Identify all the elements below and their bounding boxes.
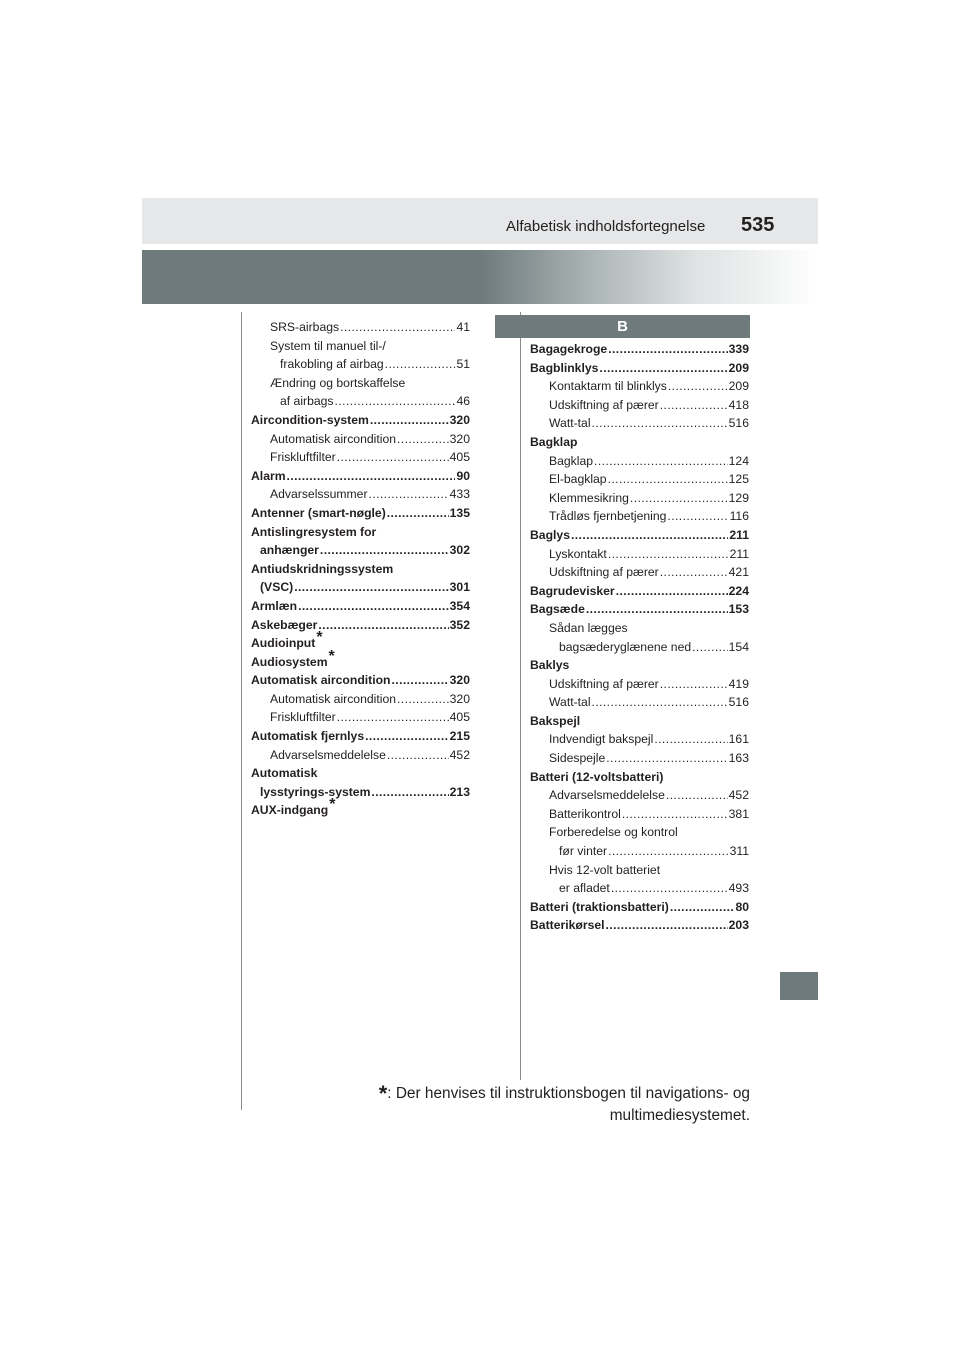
index-entry-text: Sidespejle <box>549 751 606 766</box>
index-entry-page: 452 <box>449 747 470 762</box>
dot-leader <box>666 786 728 805</box>
index-entry-page: 211 <box>729 546 749 561</box>
index-entry-page: 129 <box>728 490 749 505</box>
index-entry-text: Aircondition-system <box>251 412 369 427</box>
index-entry <box>530 842 749 861</box>
index-entry-page: 224 <box>728 583 749 598</box>
dot-leader <box>611 879 728 898</box>
dot-leader <box>287 467 456 486</box>
index-entry <box>251 411 470 430</box>
index-entry <box>530 377 749 396</box>
index-entry-text: anhænger <box>260 543 319 558</box>
index-entry-page: 213 <box>449 784 470 799</box>
dot-leader <box>660 396 728 415</box>
asterisk-icon: * <box>316 629 323 647</box>
index-entry-page: 452 <box>728 788 749 803</box>
index-entry <box>530 916 749 935</box>
dot-leader <box>608 340 727 359</box>
index-entry <box>251 523 470 542</box>
index-entry-text: Udskiftning af pærer <box>549 397 659 412</box>
dot-leader <box>660 675 728 694</box>
dot-leader <box>606 916 728 935</box>
index-entry <box>530 898 749 917</box>
index-entry <box>251 318 470 337</box>
dot-leader <box>571 526 728 545</box>
index-entry-page: 433 <box>449 487 470 502</box>
dot-leader <box>387 504 449 523</box>
dot-leader <box>668 377 728 396</box>
index-entry-text: Kontaktarm til blinklys <box>549 379 667 394</box>
index-entry-text: Udskiftning af pærer <box>549 676 659 691</box>
index-entry-page: 125 <box>728 472 749 487</box>
dot-leader <box>592 693 728 712</box>
index-entry-text: Klemmesikring <box>549 490 629 505</box>
index-entry <box>251 647 470 672</box>
index-entry <box>251 764 470 783</box>
footnote-marker: * <box>378 1081 388 1106</box>
index-entry-text: Automatisk aircondition <box>251 673 391 688</box>
dot-leader <box>397 690 449 709</box>
index-entry <box>530 823 749 842</box>
dot-leader <box>608 470 728 489</box>
index-entry-page: 163 <box>728 751 749 766</box>
page-number: 535 <box>741 214 775 236</box>
index-entry <box>530 656 749 675</box>
index-entry-page: 90 <box>456 468 470 483</box>
dot-leader <box>369 485 449 504</box>
index-entry-text: Advarselssummer <box>270 487 368 502</box>
index-entry-text: Antiudskridningssystem <box>251 561 394 576</box>
index-entry-text: Baglys <box>530 527 570 542</box>
index-entry-text: Audioinput <box>251 636 316 651</box>
index-entry <box>530 730 749 749</box>
index-entry-page: 203 <box>728 918 749 933</box>
footnote-line-2: multimediesystemet. <box>609 1107 750 1124</box>
dot-leader <box>667 507 728 526</box>
index-entry-text: Automatisk fjernlys <box>251 729 365 744</box>
index-entry-text: Advarselsmeddelelse <box>549 788 665 803</box>
dot-leader <box>586 600 728 619</box>
index-entry-text: Forberedelse og kontrol <box>549 825 678 840</box>
index-entry-text: Askebæger <box>251 617 318 632</box>
index-entry-page: 320 <box>449 691 470 706</box>
index-entry-text: Bagagekroge <box>530 342 608 356</box>
index-entry-text: Baklys <box>530 658 570 673</box>
index-entry <box>530 861 749 880</box>
dot-leader <box>294 578 448 597</box>
index-entry-text: Watt-tal <box>549 416 591 431</box>
index-entry-text: Batterikørsel <box>530 918 605 933</box>
dot-leader <box>670 898 735 917</box>
index-entry <box>530 452 749 471</box>
index-entry-page: 405 <box>449 450 470 465</box>
index-entry <box>251 560 470 579</box>
index-entry-text: Audiosystem <box>251 654 328 669</box>
index-entry-page: 381 <box>728 806 749 821</box>
index-entry-page: 124 <box>728 453 749 468</box>
footnote-line-1 <box>379 1080 750 1105</box>
index-entry <box>251 392 470 411</box>
index-entry-page: 311 <box>729 844 749 859</box>
index-entry-page: 46 <box>456 394 470 409</box>
index-entry-text: AUX-indgang <box>251 803 329 818</box>
dot-leader <box>592 414 728 433</box>
index-entry <box>251 616 470 635</box>
index-entry <box>530 414 749 433</box>
index-entry-text: El-bagklap <box>549 472 607 487</box>
index-entry <box>530 507 749 526</box>
index-entry-page: 209 <box>728 360 749 375</box>
index-entry <box>530 489 749 508</box>
index-entry-text: er afladet <box>559 881 610 896</box>
index-entry-text: Bagklap <box>530 434 578 449</box>
index-entry-page: 421 <box>728 565 749 580</box>
index-entry-text: Sådan lægges <box>549 620 628 635</box>
index-entry-text: Watt-tal <box>549 695 591 710</box>
index-entry-page: 41 <box>456 320 470 334</box>
index-entry-text: Friskluftfilter <box>270 450 336 465</box>
index-entry-page: 301 <box>449 580 470 595</box>
index-entry <box>251 746 470 765</box>
index-entry-text: Automatisk <box>251 766 318 781</box>
dot-leader <box>320 541 449 560</box>
index-entry-text: Bakspejl <box>530 713 581 728</box>
index-entry <box>251 337 470 356</box>
index-entry-text: Batteri (12-voltsbatteri) <box>530 769 664 784</box>
index-entry <box>251 690 470 709</box>
index-entry-page: 215 <box>449 729 470 744</box>
index-entry-page: 516 <box>728 416 749 431</box>
index-entry <box>530 340 749 359</box>
index-entry <box>251 374 470 393</box>
index-entry-text: Antenner (smart-nøgle) <box>251 505 386 520</box>
dot-leader <box>608 545 729 564</box>
column-divider-left <box>241 312 242 1110</box>
index-entry-text: Bagrudevisker <box>530 583 615 598</box>
index-entry <box>251 708 470 727</box>
index-entry-page: 302 <box>449 543 470 558</box>
page-title: Alfabetisk indholdsfortegnelse <box>506 218 706 235</box>
column-divider-middle <box>520 312 521 1080</box>
asterisk-icon: * <box>329 796 336 814</box>
asterisk-icon: * <box>328 647 335 665</box>
index-entry <box>530 582 749 601</box>
footnote <box>379 1080 750 1127</box>
index-entry-page: 320 <box>449 431 470 446</box>
index-entry <box>530 638 749 657</box>
index-entry-text: Advarselsmeddelelse <box>270 747 386 762</box>
index-entry-text: Ændring og bortskaffelse <box>270 375 406 390</box>
index-entry <box>530 786 749 805</box>
index-entry-text: Udskiftning af pærer <box>549 565 659 580</box>
index-entry-page: 418 <box>728 397 749 412</box>
index-entry-page: 211 <box>729 527 749 542</box>
dot-leader <box>370 411 449 430</box>
dot-leader <box>335 392 456 411</box>
dot-leader <box>630 489 728 508</box>
index-entry-text: Bagblinklys <box>530 360 599 375</box>
dot-leader <box>337 708 449 727</box>
dot-leader <box>606 749 727 768</box>
index-entry-page: 153 <box>728 602 749 617</box>
index-column-left <box>251 318 470 820</box>
dot-leader <box>392 671 449 690</box>
index-entry-text: SRS-airbags <box>270 320 340 334</box>
index-entry <box>530 675 749 694</box>
dot-leader <box>692 638 728 657</box>
index-entry-text: bagsæderyglænene ned <box>559 639 692 654</box>
index-entry-page: 135 <box>449 505 470 520</box>
footnote-text-1: : Der henvises til instruktionsbogen til navigations- og <box>387 1085 750 1102</box>
index-column-right <box>530 340 749 935</box>
index-entry-text: Bagsæde <box>530 602 585 617</box>
index-entry-text: Automatisk aircondition <box>270 431 396 446</box>
index-entry-text: Alarm <box>251 468 286 483</box>
index-entry-page: 116 <box>729 509 749 524</box>
index-entry-text: Batterikontrol <box>549 806 621 821</box>
index-entry <box>530 526 749 545</box>
index-entry-page: 405 <box>449 710 470 725</box>
index-entry <box>251 467 470 486</box>
index-entry <box>251 430 470 449</box>
index-entry <box>530 545 749 564</box>
index-entry <box>530 712 749 731</box>
index-entry-page: 493 <box>728 881 749 896</box>
dot-leader <box>654 730 727 749</box>
index-entry <box>530 563 749 582</box>
index-entry <box>530 879 749 898</box>
dot-leader <box>387 746 449 765</box>
index-entry <box>530 600 749 619</box>
dot-leader <box>337 448 449 467</box>
index-entry <box>251 504 470 523</box>
index-entry <box>251 541 470 560</box>
index-entry-text: Antislingresystem for <box>251 524 377 539</box>
index-entry <box>530 433 749 452</box>
index-entry <box>530 805 749 824</box>
index-entry-page: 516 <box>728 695 749 710</box>
index-entry-text: Batteri (traktionsbatteri) <box>530 899 669 914</box>
index-entry <box>530 470 749 489</box>
index-entry-page: 209 <box>728 379 749 394</box>
dot-leader <box>397 430 449 449</box>
index-entry-page: 80 <box>735 899 749 914</box>
dot-leader <box>616 582 728 601</box>
section-header-b: B <box>495 315 750 338</box>
index-entry-page: 352 <box>449 617 470 632</box>
dot-leader <box>599 359 727 378</box>
index-entry <box>530 749 749 768</box>
index-entry-page: 339 <box>728 342 749 356</box>
index-entry-page: 320 <box>449 412 470 427</box>
dot-leader <box>371 783 448 802</box>
dot-leader <box>385 355 456 374</box>
index-entry-page: 154 <box>728 639 749 654</box>
index-entry <box>251 796 470 820</box>
index-entry-text: (VSC) <box>260 580 294 595</box>
index-entry-text: Trådløs fjernbetjening <box>549 509 667 524</box>
index-entry <box>251 783 470 802</box>
index-entry-text: før vinter <box>559 844 608 859</box>
index-entry-text: Armlæn <box>251 598 298 613</box>
decorative-banner <box>142 250 818 304</box>
index-entry <box>530 396 749 415</box>
index-entry-text: Lyskontakt <box>549 546 607 561</box>
chapter-tab <box>780 972 818 1000</box>
index-entry <box>251 597 470 616</box>
dot-leader <box>622 805 728 824</box>
dot-leader <box>594 452 728 471</box>
dot-leader <box>298 597 449 616</box>
index-entry <box>251 629 470 653</box>
index-entry-text: Indvendigt bakspejl <box>549 732 654 747</box>
header-bar <box>142 198 818 244</box>
index-entry-page: 320 <box>449 673 470 688</box>
index-entry-page: 354 <box>449 598 470 613</box>
index-entry-text: Bagklap <box>549 453 594 468</box>
index-entry-text: System til manuel til-/ <box>270 338 386 353</box>
index-entry-text: frakobling af airbag <box>280 357 384 372</box>
index-entry-text: Automatisk aircondition <box>270 691 396 706</box>
index-entry-page: 161 <box>728 732 749 747</box>
dot-leader <box>365 727 449 746</box>
dot-leader <box>608 842 728 861</box>
dot-leader <box>340 318 455 337</box>
dot-leader <box>660 563 728 582</box>
index-entry <box>530 359 749 378</box>
index-entry-page: 51 <box>456 357 470 372</box>
index-entry <box>251 448 470 467</box>
index-entry <box>530 619 749 638</box>
index-entry-text: Hvis 12-volt batteriet <box>549 862 661 877</box>
index-entry <box>530 693 749 712</box>
index-entry <box>251 727 470 746</box>
index-entry-text: Friskluftfilter <box>270 710 336 725</box>
index-entry <box>251 355 470 374</box>
index-entry <box>530 768 749 787</box>
index-entry-text: af airbags <box>280 394 334 409</box>
index-entry-page: 419 <box>728 676 749 691</box>
index-entry <box>251 578 470 597</box>
index-entry-text: lysstyrings-system <box>260 784 371 799</box>
index-entry <box>251 485 470 504</box>
index-entry <box>251 671 470 690</box>
dot-leader <box>318 616 448 635</box>
